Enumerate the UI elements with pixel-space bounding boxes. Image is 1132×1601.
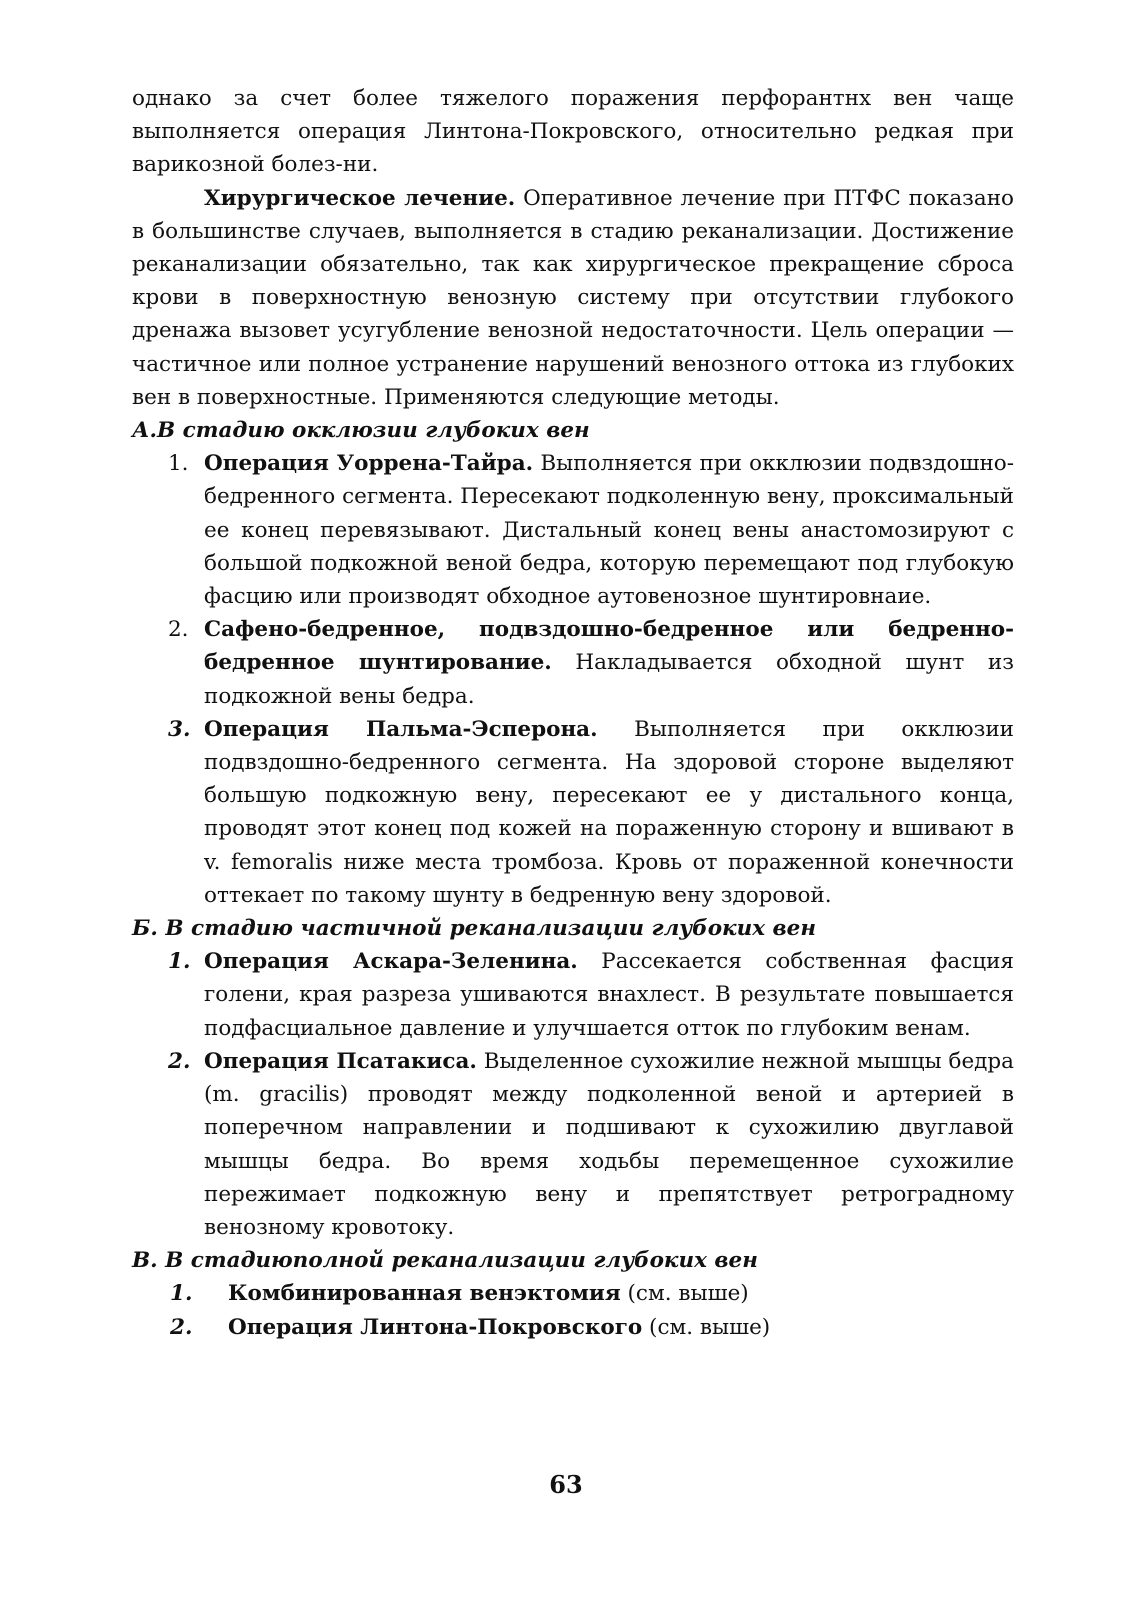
list-item [132, 1311, 1014, 1344]
section-heading-c: В. В стадиюполной реканализации глубоких вен [132, 1248, 758, 1274]
item-number: 2. [170, 1314, 193, 1340]
list-item [132, 613, 1014, 713]
section-heading-a: А.В стадию окклюзии глубоких вен [132, 418, 590, 444]
item-number: 2. [168, 1048, 191, 1074]
item-text: Накладывается обходной шунт из подкожной вены бедра. [204, 650, 1014, 709]
surgery-text: Оперативное лечение при ПТФС показано в большинстве случаев, выполняется в стадию реканализации. Достижение реканализации обязательно, так как хирургическое прекращение сброса крови в поверхностную венозную систему при отсутствии глубокого дренажа вызовет усугубление венозной недостаточности. Цель операции — частичное или полное устранение нарушений венозного оттока из глубоких вен в поверхностные. Применяются следующие методы. [132, 185, 1014, 410]
intro-paragraph: однако за счет более тяжелого поражения перфорантнх вен чаще выполняется операция Линтона-Покровского, относительно редкая при варикозной болез-ни. [132, 86, 1014, 178]
item-number: 1. [168, 949, 191, 975]
item-number: 1. [168, 451, 189, 477]
item-title: Операция Аскара-Зеленина. [204, 949, 578, 975]
section-c-list [132, 1277, 1014, 1343]
item-number: 2. [168, 617, 189, 643]
section-b-list [132, 945, 1014, 1244]
section-a-list [132, 447, 1014, 912]
item-number: 1. [170, 1281, 193, 1307]
item-title: Операция Пальма-Эсперона. [204, 716, 598, 742]
list-item [132, 713, 1014, 912]
item-text: Выполняется при окклюзии подвздошно-бедренного сегмента. На здоровой стороне выделяют большую подкожную вену, пересекают ее у дистального конца, проводят этот конец под кожей на пораженную сторону и вшивают в v. femoralis ниже места тромбоза. Кровь от пораженной конечности оттекает по такому шунту в бедренную вену здоровой. [204, 716, 1014, 908]
list-item [132, 1045, 1014, 1244]
list-item [132, 1277, 1014, 1310]
item-number: 3. [168, 716, 191, 742]
item-text: Рассекается собственная фасция голени, края разреза ушиваются внахлест. В результате повышается подфасциальное давление и улучшается отток по глубоким венам. [204, 949, 1014, 1041]
item-title: Операция Уоррена-Тайра. [204, 451, 534, 477]
item-text: (см. выше) [642, 1314, 771, 1340]
surgery-paragraph [132, 182, 1014, 414]
item-title: Комбинированная венэктомия [228, 1281, 621, 1307]
page-number: 63 [549, 1470, 583, 1499]
list-item [132, 945, 1014, 1045]
page-body [132, 82, 1014, 1344]
surgery-heading: Хирургическое лечение. [204, 185, 516, 211]
item-title: Операция Псатакиса. [204, 1048, 477, 1074]
item-text: (см. выше) [620, 1281, 749, 1307]
section-heading-b: Б. В стадию частичной реканализации глубоких вен [132, 916, 816, 942]
list-item [132, 447, 1014, 613]
item-text: Выделенное сухожилие нежной мышцы бедра (m. gracilis) проводят между подколенной веной и артерией в поперечном направлении и подшивают к сухожилию двуглавой мышцы бедра. Во время ходьбы перемещенное сухожилие пережимает подкожную вену и препятствует ретроградному венозному кровотоку. [204, 1048, 1014, 1240]
item-title: Операция Линтона-Покровского [228, 1314, 643, 1340]
item-text: Выполняется при окклюзии подвздошно-бедренного сегмента. Пересекают подколенную вену, проксимальный ее конец перевязывают. Дистальный конец вены анастомозируют с большой подкожной веной бедра, которую перемещают под глубокую фасцию или производят обходное аутовенозное шунтировнаие. [204, 451, 1014, 610]
item-title: Сафено-бедренное, подвздошно-бедренное или бедренно-бедренное шунтирование. [204, 617, 1014, 676]
